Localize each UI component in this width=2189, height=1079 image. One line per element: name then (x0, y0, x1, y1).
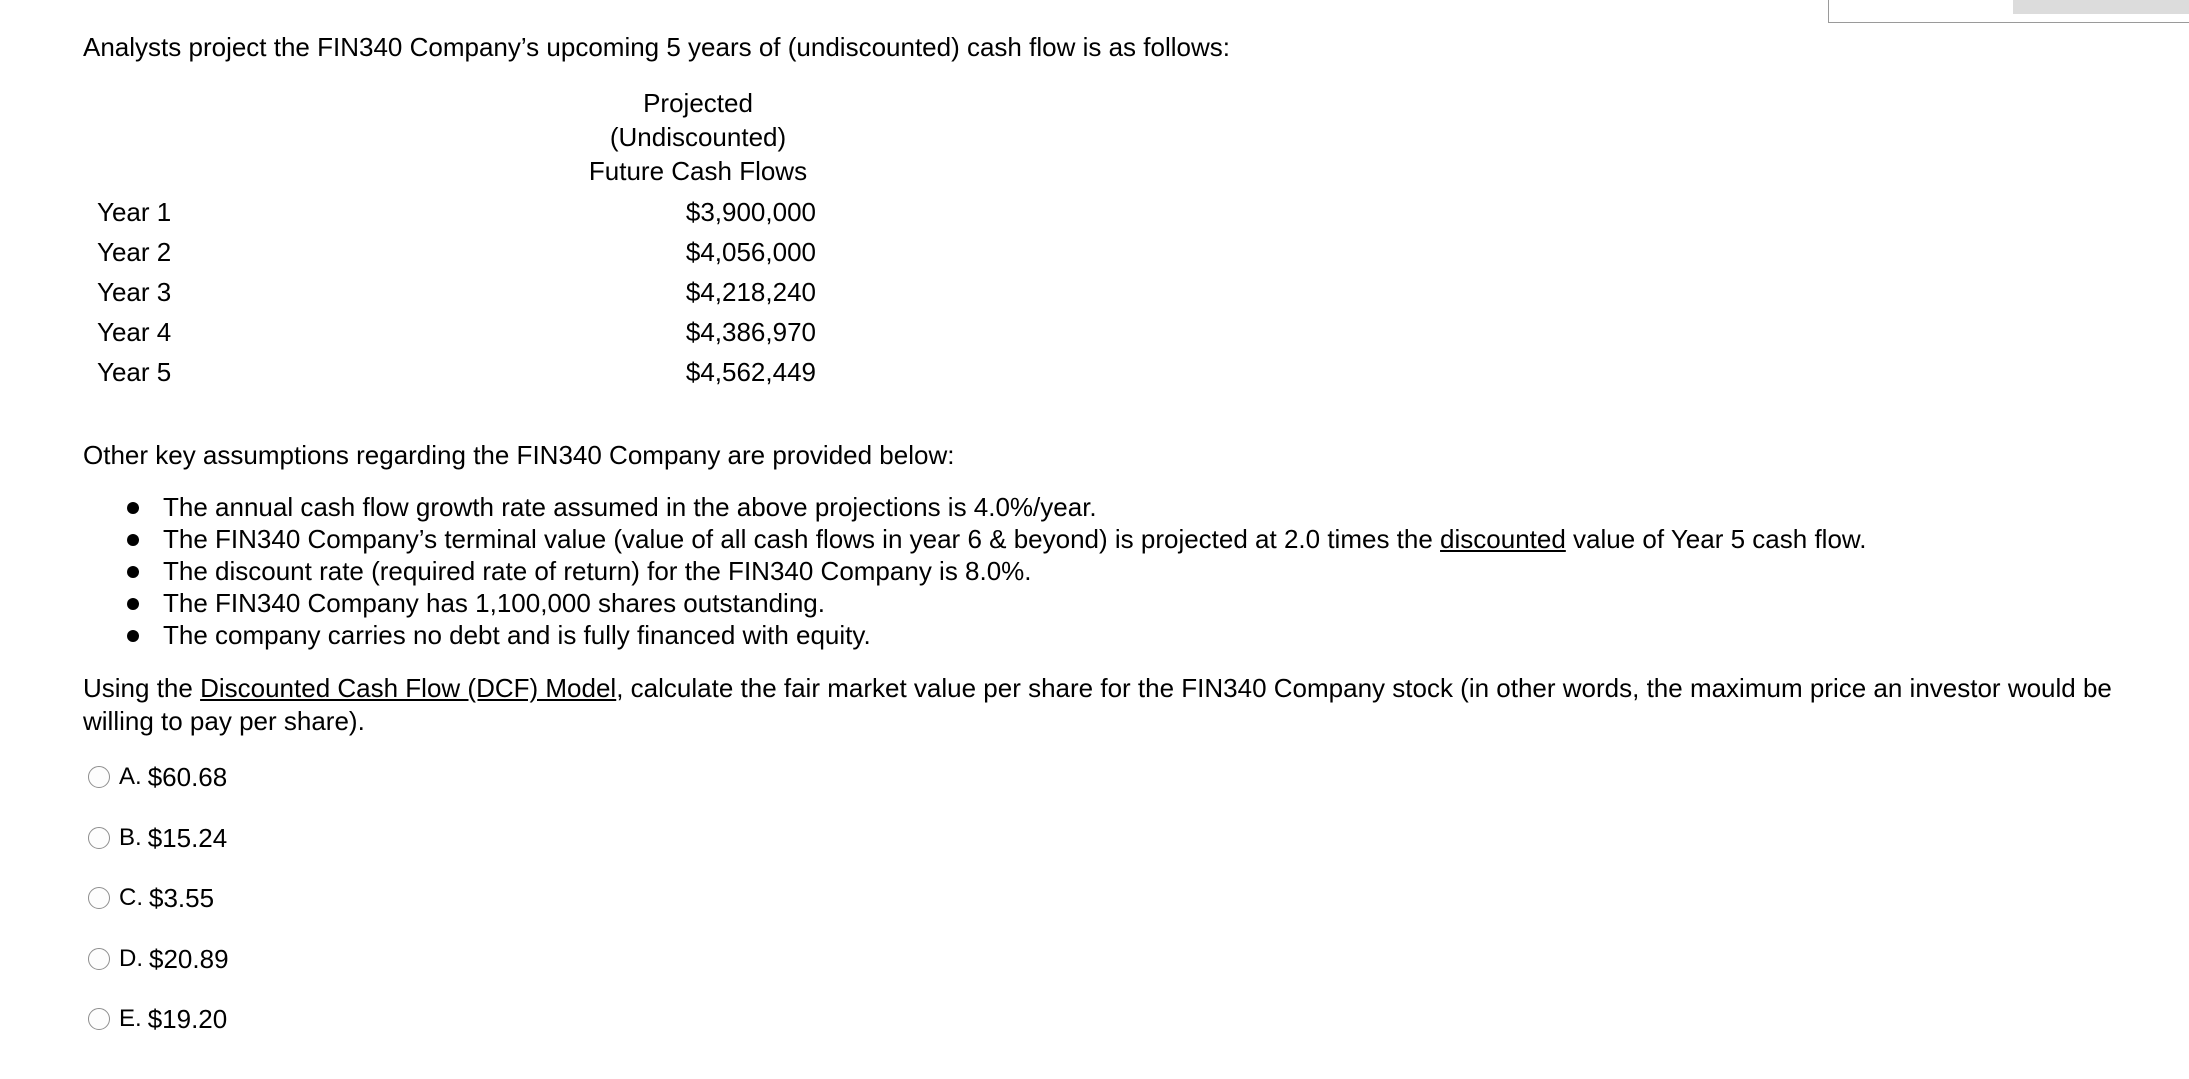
question-text-after: , calculate the fair market value per share for the FIN340 Company stock (in other words, the maximum price an investor would be willing to pay per share). (83, 673, 2112, 736)
option-d[interactable] (88, 939, 388, 979)
assumption-text: The annual cash flow growth rate assumed in the above projections is 4.0%/year. (163, 492, 1097, 522)
table-row-label: Year 3 (97, 277, 172, 307)
option-letter: A. (119, 763, 142, 790)
radio-button-icon[interactable] (88, 766, 110, 788)
table-header-line-2: (Undiscounted) (609, 122, 787, 152)
option-b[interactable] (88, 818, 388, 858)
assumption-item (127, 491, 1866, 523)
table-row-label: Year 1 (97, 197, 172, 227)
assumptions-list (127, 491, 1866, 651)
table-row-value: $4,218,240 (685, 277, 816, 307)
table-row-label: Year 5 (97, 357, 172, 387)
bullet-dot-icon (127, 598, 139, 610)
radio-button-icon[interactable] (88, 948, 110, 970)
bullet-dot-icon (127, 502, 139, 514)
radio-button-icon[interactable] (88, 1008, 110, 1030)
table-row-label: Year 4 (97, 317, 172, 347)
intro-text: Analysts project the FIN340 Company’s upcoming 5 years of (undiscounted) cash flow is as follows: (83, 32, 1230, 62)
option-value: $60.68 (147, 761, 228, 792)
option-letter: D. (119, 945, 143, 972)
option-letter: E. (119, 1005, 142, 1032)
assumption-item (127, 587, 1866, 619)
assumption-item (127, 619, 1866, 651)
table-row-value: $4,386,970 (685, 317, 816, 347)
assumption-text: The FIN340 Company has 1,100,000 shares outstanding. (163, 588, 825, 618)
bullet-dot-icon (127, 566, 139, 578)
option-value: $3.55 (149, 882, 215, 913)
option-a[interactable] (88, 757, 388, 797)
table-row-value: $4,562,449 (685, 357, 816, 387)
assumption-text: The discount rate (required rate of return) for the FIN340 Company is 8.0%. (163, 556, 1032, 586)
assumption-item (127, 523, 1866, 555)
table-header-line-1: Projected (643, 88, 753, 118)
assumption-text-before: The FIN340 Company’s terminal value (value of all cash flows in year 6 & beyond) is projected at 2.0 times the (163, 524, 1441, 554)
dcf-model-term: Discounted Cash Flow (DCF) Model (200, 673, 617, 703)
option-value: $15.24 (147, 822, 228, 853)
top-right-scrollbar[interactable] (2013, 0, 2189, 14)
option-c[interactable] (88, 878, 388, 918)
table-row-value: $4,056,000 (685, 237, 816, 267)
radio-button-icon[interactable] (88, 887, 110, 909)
option-e[interactable] (88, 999, 388, 1039)
assumptions-intro: Other key assumptions regarding the FIN340 Company are provided below: (83, 440, 955, 470)
assumption-underlined-term: discounted (1440, 524, 1566, 554)
option-value: $20.89 (149, 943, 229, 974)
bullet-dot-icon (127, 630, 139, 642)
bullet-dot-icon (127, 534, 139, 546)
assumption-item (127, 555, 1866, 587)
option-letter: B. (119, 824, 142, 851)
table-header-line-3: Future Cash Flows (588, 156, 808, 186)
radio-button-icon[interactable] (88, 827, 110, 849)
assumption-text-after: value of Year 5 cash flow. (1565, 524, 1867, 554)
question-text-before: Using the (83, 673, 201, 703)
table-row-label: Year 2 (97, 237, 172, 267)
option-letter: C. (119, 884, 143, 911)
option-value: $19.20 (147, 1003, 228, 1034)
question-text (83, 672, 2163, 738)
assumption-text: The company carries no debt and is fully financed with equity. (163, 620, 871, 650)
table-row-value: $3,900,000 (685, 197, 816, 227)
